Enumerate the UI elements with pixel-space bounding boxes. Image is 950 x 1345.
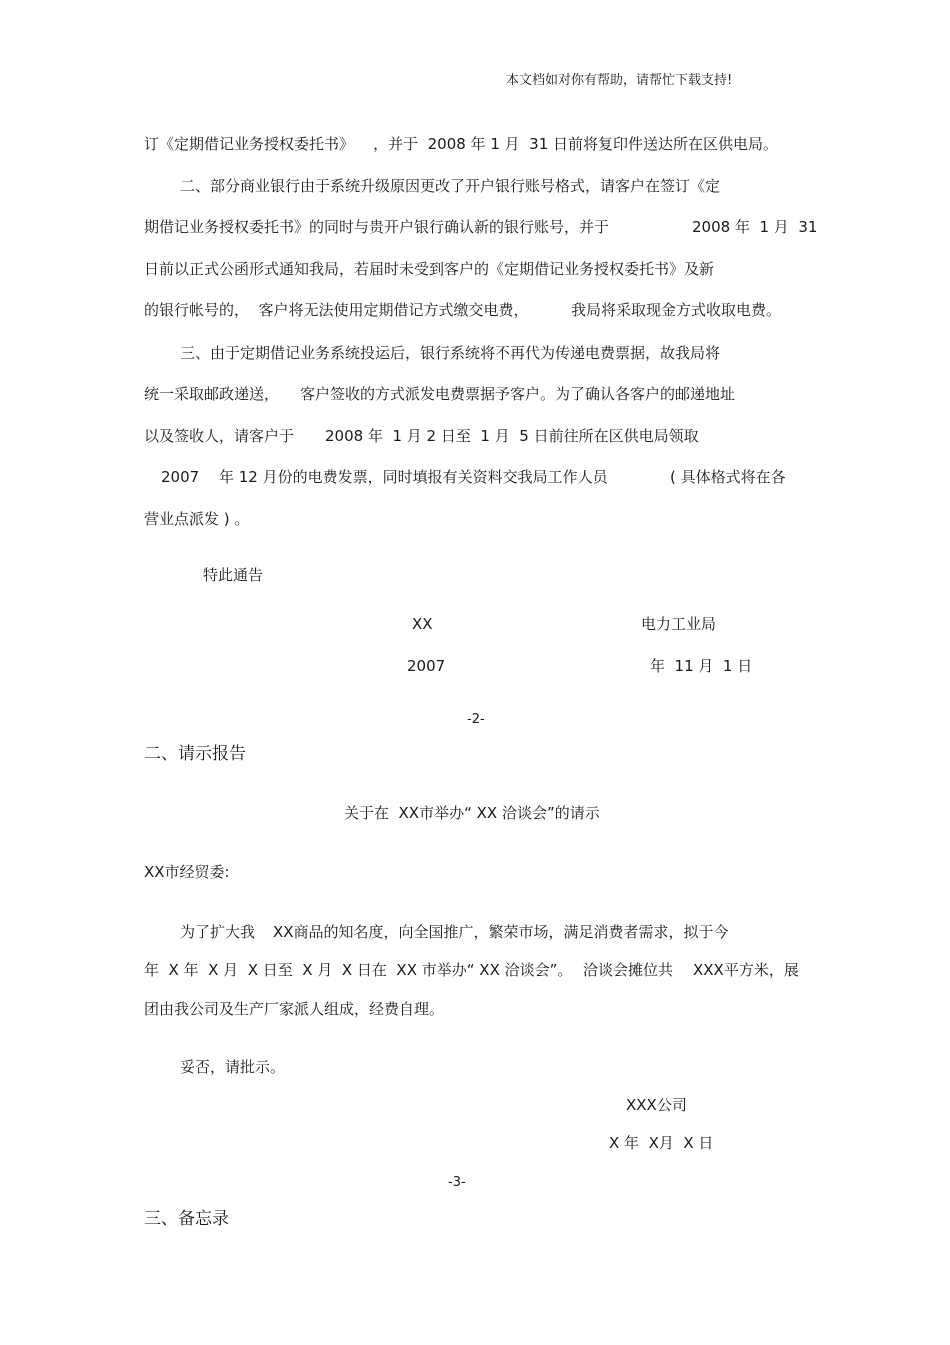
body-line: ( 具体格式将在各 (670, 468, 786, 486)
body-line: 的银行帐号的， 客户将无法使用定期借记方式缴交电费， (144, 301, 529, 319)
signature-date: X 年 X月 X 日 (609, 1134, 714, 1152)
body-line: 年 X 年 X 月 X 日至 X 月 X 日在 XX 市举办“ XX 洽谈会”。 (144, 961, 573, 979)
page-number: -2- (467, 712, 485, 727)
signature-org: XXX公司 (626, 1096, 687, 1114)
body-line: 期借记业务授权委托书》的同时与贵开户银行确认新的银行账号，并于 (144, 218, 610, 236)
signature-org: 电力工业局 (641, 615, 717, 633)
body-line: 团由我公司及生产厂家派人组成，经费自理。 (144, 1000, 445, 1018)
document-title: 关于在 XX市举办“ XX 洽谈会”的请示 (344, 804, 600, 822)
body-line: 2008 年 1 月 31 (692, 218, 818, 236)
body-line: 客户签收的方式派发电费票据予客户。为了确认各客户的邮递地址 (300, 385, 736, 403)
body-line: 洽谈会摊位共 (583, 961, 674, 979)
signature-date: 2007 (407, 657, 446, 675)
page-number: -3- (448, 1175, 466, 1190)
body-line: 统一采取邮政递送， (144, 385, 280, 403)
body-line: 以及签收人，请客户于 (144, 427, 295, 445)
body-line: 我局将采取现金方式收取电费。 (571, 301, 782, 319)
body-line: 营业点派发 ) 。 (144, 510, 250, 528)
body-line: 2007 (161, 468, 200, 486)
body-line: 三、由于定期借记业务系统投运后，银行系统将不再代为传递电费票据，故我局将 (180, 344, 721, 362)
body-line: XX商品的知名度，向全国推广，繁荣市场，满足消费者需求，拟于今 (273, 923, 729, 941)
section-heading: 三、备忘录 (144, 1209, 229, 1229)
body-line: XXX平方米，展 (693, 961, 799, 979)
body-line: 二、部分商业银行由于系统升级原因更改了开户银行账号格式，请客户在签订《定 (180, 177, 721, 195)
closing-text: 特此通告 (203, 566, 264, 584)
signature-date: 年 11 月 1 日 (650, 657, 753, 675)
body-line: 为了扩大我 (180, 923, 256, 941)
addressee: XX市经贸委: (144, 863, 230, 881)
body-line: 2008 年 1 月 2 日至 1 月 5 日前往所在区供电局领取 (325, 427, 699, 445)
section-heading: 二、请示报告 (144, 744, 246, 764)
header-note: 本文档如对你有帮助，请帮忙下载支持! (506, 73, 733, 88)
signature-org: XX (412, 615, 433, 633)
body-line: 日前以正式公函形式通知我局，若届时未受到客户的《定期借记业务授权委托书》及新 (144, 260, 715, 278)
body-line: 年 12 月份的电费发票，同时填报有关资料交我局工作人员 (219, 468, 608, 486)
request-text: 妥否，请批示。 (180, 1058, 286, 1076)
body-line: 订《定期借记业务授权委托书》 ，并于 2008 年 1 月 31 日前将复印件送达所在区供电局。 (144, 135, 779, 153)
